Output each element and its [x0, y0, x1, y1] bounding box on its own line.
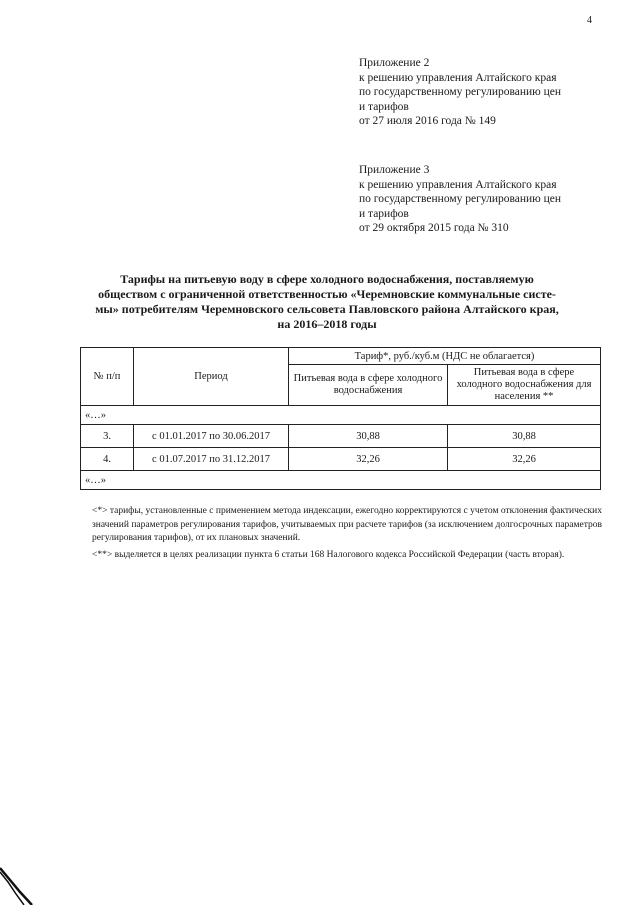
row-value-a: 32,26	[289, 448, 448, 471]
row-value-b: 32,26	[448, 448, 601, 471]
header-period: Период	[134, 348, 289, 406]
row-period: с 01.07.2017 по 31.12.2017	[134, 448, 289, 471]
ellipsis-cell: «…»	[81, 471, 601, 490]
appendix-2-line: к решению управления Алтайского края	[359, 71, 557, 84]
row-value-a: 30,88	[289, 425, 448, 448]
appendix-3-line: по государственному регулированию цен	[359, 193, 562, 205]
header-col-b: Питьевая вода в сфере холодного водоснабжения для населения **	[448, 365, 601, 406]
page-number: 4	[587, 15, 592, 26]
ellipsis-cell: «…»	[81, 406, 601, 425]
appendix-2-line: от 27 июля 2016 года № 149	[359, 115, 496, 127]
scan-edge-mark-icon	[0, 862, 40, 905]
appendix-3-line: и тарифов	[359, 207, 409, 220]
appendix-3-line: Приложение 3	[359, 164, 430, 176]
table-ellipsis-row	[81, 471, 601, 490]
table-row	[81, 448, 601, 471]
appendix-2-line: Приложение 2	[359, 57, 430, 69]
tariff-table	[80, 347, 601, 490]
appendix-3-block	[359, 163, 619, 236]
footnotes	[92, 505, 602, 565]
footnote: <**> выделяется в целях реализации пункта 6 статьи 168 Налогового кодекса Российской Федерации (часть вторая).	[92, 549, 565, 560]
document-title	[92, 272, 562, 332]
row-number: 4.	[81, 448, 134, 471]
header-number: № п/п	[81, 348, 134, 406]
table-ellipsis-row	[81, 406, 601, 425]
row-number: 3.	[81, 425, 134, 448]
row-period: с 01.01.2017 по 30.06.2017	[134, 425, 289, 448]
appendix-2-line: и тарифов	[359, 100, 409, 113]
appendix-3-line: от 29 октября 2015 года № 310	[359, 222, 509, 234]
row-value-b: 30,88	[448, 425, 601, 448]
header-col-a: Питьевая вода в сфере холодного водоснабжения	[289, 365, 448, 406]
appendix-3-line: к решению управления Алтайского края	[359, 178, 557, 191]
header-tariff-group: Тариф*, руб./куб.м (НДС не облагается)	[289, 348, 601, 365]
title-line: на 2016–2018 годы	[277, 317, 377, 331]
table-row	[81, 425, 601, 448]
footnote: <*> тарифы, установленные с применением метода индексации, ежегодно корректируются с учетом отклонения фактических значений параметров регулирования тарифов, учитываемых при расчете тарифов (за исключением долгосрочных параметров регулирования тарифов), от их плановых значений.	[92, 506, 602, 543]
title-line: Тарифы на питьевую воду в сфере холодного водоснабжения, поставляемую	[120, 272, 534, 286]
appendix-2-line: по государственному регулированию цен	[359, 86, 562, 98]
table-header-row	[81, 348, 601, 365]
appendix-2-block	[359, 56, 619, 129]
title-line: мы» потребителям Черемновского сельсовета Павловского района Алтайского края,	[95, 302, 559, 316]
title-line: обществом с ограниченной ответственностью «Черемновские коммунальные систе-	[98, 287, 556, 301]
